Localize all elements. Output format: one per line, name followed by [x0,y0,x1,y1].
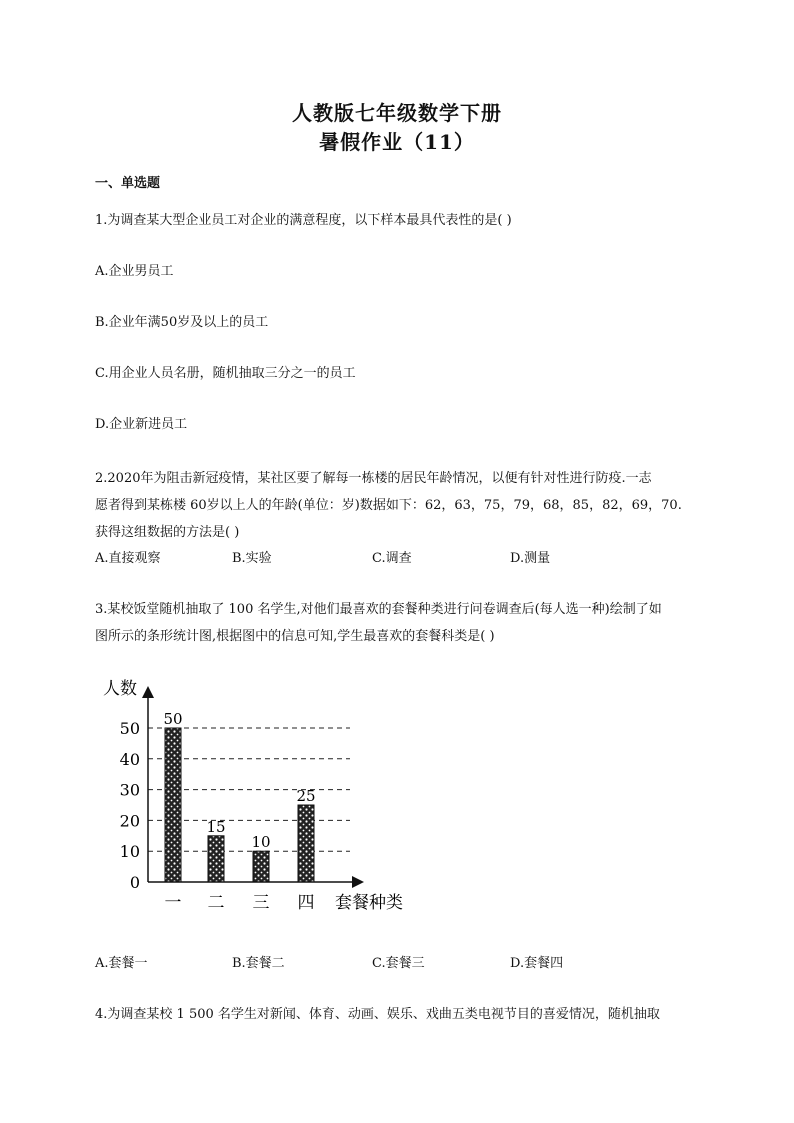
x-tick-label: 四 [297,893,315,913]
y-tick-label: 40 [119,749,140,769]
q3-stem-line2: 图所示的条形统计图,根据图中的信息可知,学生最喜欢的套餐科类是( ) [95,629,495,644]
y-tick-label: 10 [119,842,140,862]
y-tick-label: 30 [119,780,140,800]
x-tick-label: 三 [252,893,270,913]
q2-stem-line1: 2.2020年为阻击新冠疫情，某社区要了解每一栋楼的居民年龄情况，以便有针对性进行防疫.一志 [95,471,652,486]
q3-option-c: C.套餐三 [372,956,425,971]
q1-option-c: C.用企业人员名册，随机抽取三分之一的员工 [95,366,356,381]
q3-option-d: D.套餐四 [510,956,564,971]
q1-stem: 1.为调查某大型企业员工对企业的满意程度，以下样本最具代表性的是( ) [95,213,512,228]
section-heading: 一、单选题 [95,176,161,191]
q2-stem-line2: 愿者得到某栋楼 60岁以上人的年龄(单位：岁)数据如下：62，63，75，79，68，85，82，69，70. [95,498,682,513]
q4-stem-line1: 4.为调查某校 1 500 名学生对新闻、体育、动画、娱乐、戏曲五类电视节目的喜爱情况，随机抽取 [95,1007,660,1022]
q3-option-a: A.套餐一 [95,956,148,971]
bar-value-label: 10 [251,833,271,852]
x-axis-label: 套餐种类 [335,893,403,913]
bar [253,851,269,882]
q2-option-c: C.调查 [372,551,412,566]
bar [165,728,181,882]
document-title: 人教版七年级数学下册 [292,101,502,125]
bar-value-label: 50 [163,710,183,728]
document-subtitle: 暑假作业（11） [319,130,475,154]
bar [208,836,224,882]
q3-stem-line1: 3.某校饭堂随机抽取了 100 名学生,对他们最喜欢的套餐种类进行问卷调查后(每人选一种)绘制了如 [95,602,662,617]
y-tick-label: 50 [119,719,140,738]
bar-chart [95,670,415,920]
q2-option-b: B.实验 [232,551,272,566]
q1-option-a: A.企业男员工 [95,264,174,279]
x-tick-label: 一 [164,893,182,913]
q1-option-b: B.企业年满50岁及以上的员工 [95,315,269,330]
q1-option-d: D.企业新进员工 [95,417,188,432]
q2-stem-line3: 获得这组数据的方法是( ) [95,525,240,540]
x-tick-label: 二 [207,893,225,913]
q3-option-b: B.套餐二 [232,956,285,971]
bar-value-label: 15 [206,817,226,836]
y-axis-label: 人数 [103,679,137,699]
y-tick-label: 20 [119,811,140,831]
y-tick-label: 0 [129,873,140,892]
bar-value-label: 25 [296,787,316,805]
bar [298,805,314,882]
q2-option-a: A.直接观察 [95,551,161,566]
q2-option-d: D.测量 [510,551,551,566]
